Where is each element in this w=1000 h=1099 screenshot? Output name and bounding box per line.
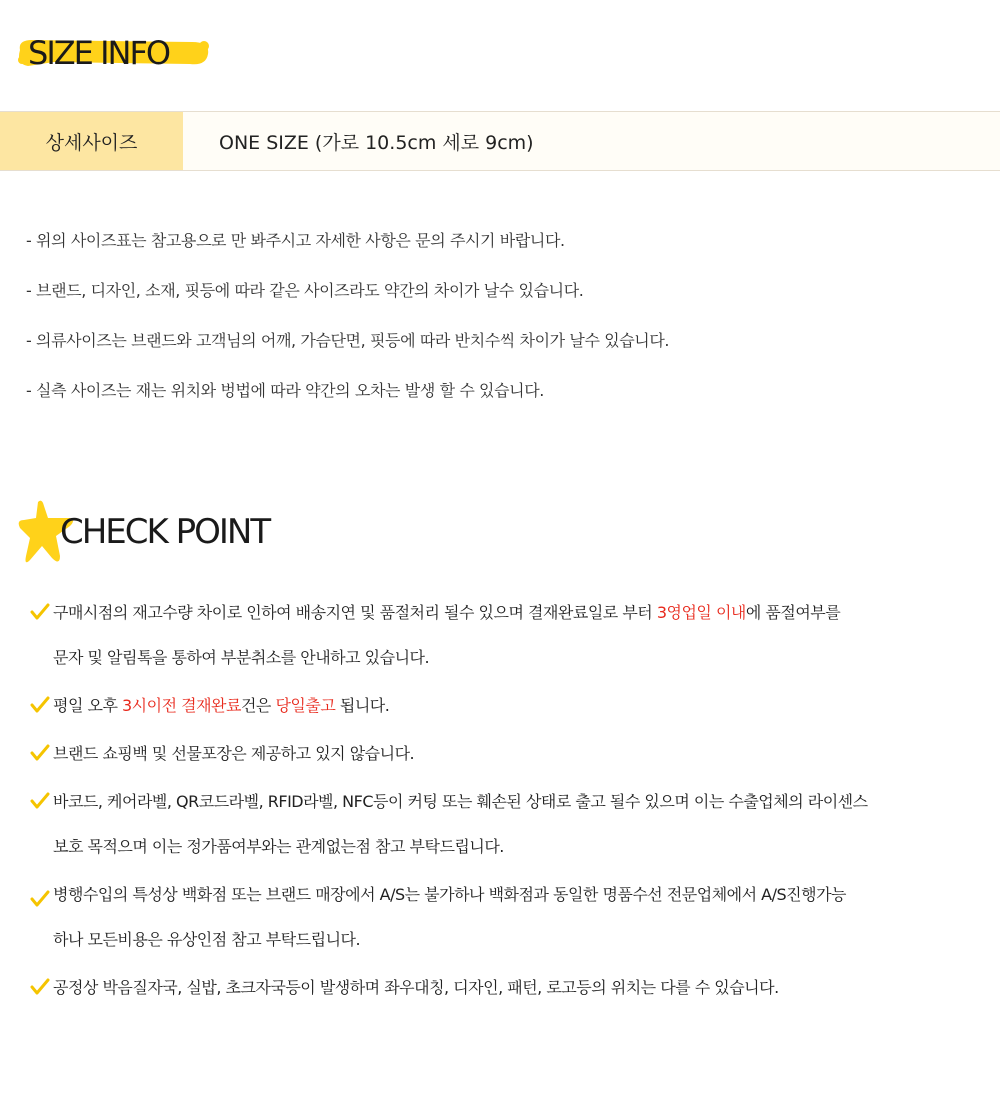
size-info-heading-group bbox=[14, 28, 214, 76]
check-item bbox=[30, 872, 990, 962]
check-point-list bbox=[30, 590, 990, 1013]
check-item-line bbox=[53, 590, 990, 635]
note-item: - 브랜드, 디자인, 소재, 핏등에 따라 같은 사이즈라도 약간의 차이가 날수 있습니다. bbox=[26, 281, 584, 300]
note-item: - 의류사이즈는 브랜드와 고객님의 어깨, 가슴단면, 핏등에 따라 반치수씩 차이가 날수 있습니다. bbox=[26, 331, 670, 350]
check-text: 됩니다. bbox=[335, 696, 390, 715]
size-table-header: 상세사이즈 bbox=[0, 112, 183, 170]
check-item-line: 병행수입의 특성상 백화점 또는 브랜드 매장에서 A/S는 불가하나 백화점과 동일한 명품수선 전문업체에서 A/S진행가능 bbox=[53, 885, 846, 904]
note-item: - 실측 사이즈는 재는 위치와 벙법에 따라 약간의 오차는 발생 할 수 있습니다. bbox=[26, 381, 544, 400]
checkmark-icon bbox=[30, 792, 50, 810]
check-text: 구매시점의 재고수량 차이로 인하여 배송지연 및 품절처리 될수 있으며 결재완료일로 부터 bbox=[53, 603, 657, 622]
size-table bbox=[0, 111, 1000, 171]
check-item bbox=[30, 683, 990, 728]
check-text: 평일 오후 bbox=[53, 696, 122, 715]
check-item bbox=[30, 779, 990, 869]
checkmark-icon bbox=[30, 890, 50, 908]
check-highlight: 3시이전 결재완료 bbox=[122, 696, 241, 715]
check-item-line bbox=[53, 683, 990, 728]
check-item bbox=[30, 590, 990, 680]
checkmark-icon bbox=[30, 978, 50, 996]
check-item bbox=[30, 965, 990, 1010]
check-point-heading-group bbox=[16, 496, 296, 572]
check-text: 건은 bbox=[240, 696, 276, 715]
check-item-line: 브랜드 쇼핑백 및 선물포장은 제공하고 있지 않습니다. bbox=[53, 744, 415, 763]
checkmark-icon bbox=[30, 696, 50, 714]
check-item-line-2: 문자 및 알림톡을 통하여 부분취소를 안내하고 있습니다. bbox=[53, 648, 430, 667]
size-table-value: ONE SIZE (가로 10.5cm 세로 9cm) bbox=[219, 131, 534, 154]
check-point-title: CHECK POINT bbox=[60, 512, 270, 552]
check-text: 에 품절여부를 bbox=[745, 603, 841, 622]
check-item-line: 공정상 박음질자국, 실밥, 초크자국등이 발생하며 좌우대칭, 디자인, 패턴, 로고등의 위치는 다를 수 있습니다. bbox=[53, 978, 779, 997]
check-highlight: 당일출고 bbox=[275, 696, 336, 715]
check-item-line-2: 보호 목적으며 이는 정가품여부와는 관계없는점 참고 부탁드립니다. bbox=[53, 837, 504, 856]
check-item-line: 바코드, 케어라벨, QR코드라벨, RFID라벨, NFC등이 커팅 또는 훼손된 상태로 출고 될수 있으며 이는 수출업체의 라이센스 bbox=[53, 792, 868, 811]
check-highlight: 3영업일 이내 bbox=[656, 603, 746, 622]
checkmark-icon bbox=[30, 603, 50, 621]
check-item-line-2: 하나 모든비용은 유상인점 참고 부탁드립니다. bbox=[53, 930, 361, 949]
note-item: - 위의 사이즈표는 참고용으로 만 봐주시고 자세한 사항은 문의 주시기 바랍니다. bbox=[26, 231, 565, 250]
checkmark-icon bbox=[30, 744, 50, 762]
check-item bbox=[30, 731, 990, 776]
size-notes-list bbox=[26, 228, 669, 428]
size-info-title: SIZE INFO bbox=[28, 34, 170, 72]
